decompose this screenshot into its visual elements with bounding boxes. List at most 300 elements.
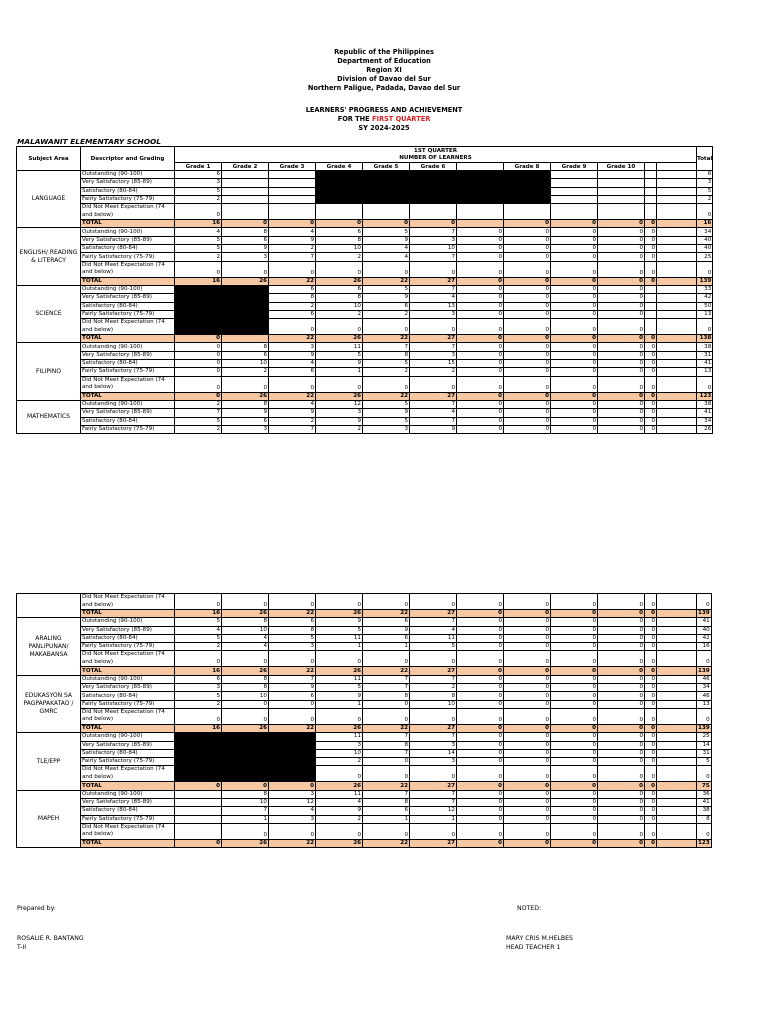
count-cell: 6 — [363, 618, 410, 626]
spacer-cell — [657, 741, 697, 749]
spacer-cell — [657, 643, 697, 651]
count-cell — [222, 319, 269, 335]
count-cell: 0 — [457, 368, 504, 376]
count-cell: 4 — [269, 228, 316, 236]
count-cell: 0 — [504, 409, 551, 417]
spacer-cell — [657, 335, 697, 343]
count-cell — [645, 310, 657, 318]
count-cell — [316, 195, 363, 203]
count-cell: 0 — [645, 335, 657, 343]
count-cell: 8 — [269, 294, 316, 302]
header-division: Division of Davao del Sur — [337, 75, 431, 83]
row-total-cell: 40 — [697, 626, 712, 634]
count-cell: 7 — [410, 790, 457, 798]
count-cell: 0 — [598, 261, 645, 277]
count-cell: 22 — [363, 667, 410, 675]
spacer-cell — [657, 667, 697, 675]
count-cell: 16 — [175, 667, 222, 675]
descriptor-label: Satisfactory (80-84) — [81, 634, 175, 642]
count-cell — [175, 302, 222, 310]
count-cell — [175, 285, 222, 293]
quarter-header: 1ST QUARTER — [175, 147, 697, 155]
count-cell: 6 — [269, 692, 316, 700]
count-cell — [269, 733, 316, 741]
count-cell: 0 — [316, 708, 363, 724]
count-cell: 0 — [598, 782, 645, 790]
count-cell: 5 — [316, 626, 363, 634]
count-cell: 22 — [269, 277, 316, 285]
count-cell: 0 — [504, 376, 551, 392]
grade-header: Grade 9 — [551, 163, 598, 171]
table-row — [17, 799, 712, 807]
count-cell: 5 — [363, 285, 410, 293]
count-cell: 0 — [598, 758, 645, 766]
count-cell: 0 — [645, 409, 657, 417]
count-cell: 0 — [645, 700, 657, 708]
count-cell: 12 — [410, 807, 457, 815]
count-cell: 9 — [222, 409, 269, 417]
count-cell: 0 — [645, 799, 657, 807]
count-cell: 0 — [457, 417, 504, 425]
row-total-cell: 13 — [697, 310, 713, 318]
descriptor-label: Very Satisfactory (85-89) — [81, 741, 175, 749]
descriptor-label: Very Satisfactory (85-89) — [81, 351, 175, 359]
count-cell: 1 — [222, 815, 269, 823]
count-cell: 2 — [222, 368, 269, 376]
count-cell: 0 — [504, 741, 551, 749]
total-row — [17, 839, 712, 847]
count-cell: 9 — [269, 351, 316, 359]
count-cell: 6 — [222, 417, 269, 425]
count-cell: 0 — [504, 675, 551, 683]
count-cell: 10 — [222, 360, 269, 368]
descriptor-label: Did Not Meet Expectation (74 and below) — [81, 823, 175, 839]
count-cell: 0 — [504, 236, 551, 244]
count-cell: 0 — [645, 675, 657, 683]
count-cell: 0 — [645, 643, 657, 651]
count-cell — [175, 319, 222, 335]
count-cell: 7 — [410, 733, 457, 741]
count-cell — [222, 187, 269, 195]
count-cell: 0 — [457, 684, 504, 692]
count-cell: 0 — [598, 360, 645, 368]
spacer-cell — [657, 799, 697, 807]
count-cell: 0 — [645, 277, 657, 285]
count-cell: 26 — [222, 277, 269, 285]
count-cell: 0 — [645, 741, 657, 749]
count-cell: 22 — [363, 724, 410, 732]
count-cell: 8 — [363, 741, 410, 749]
count-cell: 10 — [410, 700, 457, 708]
count-cell: 0 — [645, 733, 657, 741]
count-cell: 0 — [504, 684, 551, 692]
count-cell — [551, 204, 598, 220]
descriptor-label: Did Not Meet Expectation (74 and below) — [81, 261, 175, 277]
count-cell: 12 — [316, 400, 363, 408]
count-cell — [269, 195, 316, 203]
count-cell: 0 — [457, 643, 504, 651]
count-cell: 9 — [269, 409, 316, 417]
count-cell: 7 — [410, 675, 457, 683]
row-total-cell: 139 — [697, 277, 713, 285]
row-total-cell: 14 — [697, 741, 712, 749]
count-cell: 8 — [363, 799, 410, 807]
count-cell: 0 — [645, 236, 657, 244]
count-cell: 7 — [410, 618, 457, 626]
count-cell: 5 — [316, 684, 363, 692]
count-cell — [175, 823, 222, 839]
count-cell — [551, 179, 598, 187]
descriptor-label: Did Not Meet Expectation (74 and below) — [81, 651, 175, 667]
count-cell: 0 — [598, 277, 645, 285]
quarter-label: FIRST QUARTER — [372, 115, 431, 123]
count-cell: 0 — [363, 758, 410, 766]
count-cell: 0 — [504, 766, 551, 782]
count-cell: 26 — [316, 667, 363, 675]
count-cell: 0 — [269, 261, 316, 277]
count-cell — [175, 815, 222, 823]
count-cell: 5 — [175, 634, 222, 642]
descriptor-label: Very Satisfactory (85-89) — [81, 294, 175, 302]
count-cell: 6 — [363, 634, 410, 642]
count-cell: 0 — [316, 594, 363, 610]
count-cell: 0 — [504, 285, 551, 293]
count-cell — [457, 195, 504, 203]
count-cell: 0 — [598, 799, 645, 807]
count-cell: 0 — [457, 610, 504, 618]
count-cell — [504, 187, 551, 195]
descriptor-label: Fairly Satisfactory (75-79) — [81, 195, 175, 203]
count-cell — [316, 187, 363, 195]
count-cell: 0 — [645, 594, 657, 610]
count-cell: 6 — [269, 618, 316, 626]
table-row — [17, 749, 712, 757]
count-cell: 0 — [551, 749, 598, 757]
count-cell: 0 — [645, 782, 657, 790]
count-cell: 9 — [316, 360, 363, 368]
count-cell: 15 — [410, 360, 457, 368]
count-cell: 0 — [551, 839, 598, 847]
count-cell: 27 — [410, 839, 457, 847]
count-cell — [645, 294, 657, 302]
for-the-label: FOR THE — [337, 115, 370, 123]
count-cell: 7 — [410, 285, 457, 293]
noter-position: HEAD TEACHER 1 — [506, 944, 561, 951]
count-cell: 0 — [410, 823, 457, 839]
count-cell: 0 — [598, 708, 645, 724]
count-cell: 0 — [222, 594, 269, 610]
row-total-cell: 26 — [697, 425, 713, 433]
table-row — [17, 360, 713, 368]
header-region: Region XI — [366, 66, 402, 74]
count-cell: 0 — [363, 376, 410, 392]
count-cell — [175, 766, 222, 782]
row-total-cell: 5 — [697, 187, 713, 195]
count-cell: 0 — [645, 261, 657, 277]
count-cell: 2 — [316, 425, 363, 433]
row-total-cell: 0 — [697, 319, 713, 335]
spacer-cell — [657, 368, 697, 376]
table-row — [17, 228, 713, 236]
count-cell: 3 — [222, 253, 269, 261]
count-cell: 0 — [457, 782, 504, 790]
count-cell: 22 — [269, 724, 316, 732]
row-total-cell: 34 — [697, 684, 712, 692]
count-cell: 0 — [551, 335, 598, 343]
count-cell: 0 — [222, 261, 269, 277]
count-cell: 0 — [504, 815, 551, 823]
spacer-cell — [657, 228, 697, 236]
count-cell: 26 — [316, 610, 363, 618]
count-cell: 0 — [504, 220, 551, 228]
spacer-cell — [657, 610, 697, 618]
count-cell: 0 — [551, 823, 598, 839]
count-cell — [222, 294, 269, 302]
descriptor-label: Outstanding (90-100) — [81, 790, 175, 798]
count-cell — [222, 285, 269, 293]
count-cell: 0 — [175, 360, 222, 368]
table-row — [17, 376, 713, 392]
count-cell: 8 — [222, 228, 269, 236]
count-cell: 0 — [551, 651, 598, 667]
count-cell: 0 — [175, 839, 222, 847]
count-cell: 0 — [598, 302, 645, 310]
count-cell: 0 — [222, 708, 269, 724]
count-cell: 0 — [645, 400, 657, 408]
count-cell: 0 — [457, 741, 504, 749]
count-cell: 0 — [504, 343, 551, 351]
row-total-cell: 3 — [697, 179, 713, 187]
descriptor-label: Outstanding (90-100) — [81, 343, 175, 351]
count-cell: 0 — [645, 724, 657, 732]
count-cell: 7 — [410, 228, 457, 236]
count-cell: 9 — [410, 425, 457, 433]
table-row — [17, 708, 712, 724]
descriptor-label: Outstanding (90-100) — [81, 675, 175, 683]
count-cell: 0 — [457, 310, 504, 318]
row-total-cell: 8 — [697, 815, 712, 823]
count-cell — [457, 171, 504, 179]
count-cell: 0 — [598, 724, 645, 732]
count-cell: 0 — [645, 692, 657, 700]
total-row — [17, 277, 713, 285]
count-cell: 26 — [316, 392, 363, 400]
descriptor-label: Did Not Meet Expectation (74 and below) — [81, 708, 175, 724]
total-header: Total — [697, 147, 713, 171]
count-cell: 0 — [551, 594, 598, 610]
count-cell: 0 — [645, 610, 657, 618]
count-cell: 0 — [645, 758, 657, 766]
count-cell: 0 — [504, 351, 551, 359]
grade-header: Grade 10 — [598, 163, 645, 171]
grade-header: Grade 5 — [363, 163, 410, 171]
count-cell: 0 — [269, 220, 316, 228]
count-cell: 0 — [598, 667, 645, 675]
count-cell — [269, 204, 316, 220]
table-row — [17, 236, 713, 244]
spacer-cell — [657, 277, 697, 285]
count-cell: 0 — [457, 409, 504, 417]
count-cell: 8 — [222, 684, 269, 692]
count-cell: 5 — [175, 417, 222, 425]
row-total-cell: 38 — [697, 400, 713, 408]
count-cell: 0 — [551, 253, 598, 261]
count-cell: 0 — [551, 220, 598, 228]
count-cell: 0 — [269, 823, 316, 839]
row-total-cell: 42 — [697, 294, 713, 302]
count-cell: 2 — [363, 310, 410, 318]
descriptor-label: Did Not Meet Expectation (74 and below) — [81, 376, 175, 392]
count-cell: 0 — [598, 425, 645, 433]
count-cell: 7 — [269, 425, 316, 433]
count-cell: 0 — [504, 634, 551, 642]
count-cell — [645, 204, 657, 220]
count-cell — [316, 179, 363, 187]
count-cell — [410, 179, 457, 187]
count-cell: 0 — [645, 708, 657, 724]
count-cell — [175, 749, 222, 757]
count-cell: 0 — [457, 708, 504, 724]
descriptor-label: Very Satisfactory (85-89) — [81, 684, 175, 692]
count-cell: 0 — [316, 261, 363, 277]
count-cell: 8 — [222, 618, 269, 626]
count-cell: 0 — [598, 733, 645, 741]
total-row — [17, 667, 712, 675]
count-cell: 0 — [457, 651, 504, 667]
count-cell: 7 — [363, 675, 410, 683]
noter-name: MARY CRIS M.HELBES — [506, 935, 573, 942]
subject-cell — [17, 594, 81, 618]
count-cell: 2 — [410, 368, 457, 376]
count-cell: 6 — [222, 236, 269, 244]
count-cell: 5 — [175, 692, 222, 700]
descriptor-label: Outstanding (90-100) — [81, 618, 175, 626]
count-cell: 0 — [504, 758, 551, 766]
count-cell: 0 — [598, 376, 645, 392]
table-row — [17, 692, 712, 700]
count-cell — [175, 741, 222, 749]
count-cell: 0 — [551, 310, 598, 318]
count-cell — [175, 310, 222, 318]
count-cell — [222, 741, 269, 749]
spacer-cell — [657, 187, 697, 195]
count-cell: 22 — [363, 839, 410, 847]
count-cell: 0 — [363, 220, 410, 228]
count-cell: 0 — [175, 368, 222, 376]
count-cell: 9 — [363, 294, 410, 302]
count-cell: 0 — [598, 417, 645, 425]
spacer-cell — [657, 392, 697, 400]
descriptor-label: Satisfactory (80-84) — [81, 417, 175, 425]
count-cell: 6 — [175, 675, 222, 683]
count-cell: 9 — [363, 236, 410, 244]
count-cell: 0 — [222, 651, 269, 667]
count-cell: 0 — [504, 733, 551, 741]
subject-name: ENGLISH/ READING & LITERACY — [17, 228, 81, 285]
table-row — [17, 417, 713, 425]
count-cell: 0 — [598, 294, 645, 302]
row-total-cell: 31 — [697, 749, 712, 757]
count-cell: 2 — [175, 400, 222, 408]
count-cell — [175, 294, 222, 302]
spacer-cell — [657, 179, 697, 187]
table-row — [17, 179, 713, 187]
prepared-by-label: Prepared by: — [17, 905, 56, 912]
count-cell: 0 — [504, 310, 551, 318]
spacer-cell — [657, 815, 697, 823]
count-cell: 16 — [175, 220, 222, 228]
descriptor-label: Very Satisfactory (85-89) — [81, 626, 175, 634]
table-row — [17, 700, 712, 708]
count-cell — [363, 195, 410, 203]
count-cell: 26 — [316, 724, 363, 732]
count-cell — [222, 749, 269, 757]
achievement-table-page-1 — [16, 146, 713, 434]
count-cell — [175, 807, 222, 815]
count-cell: 7 — [175, 409, 222, 417]
table-row — [17, 675, 712, 683]
count-cell: 0 — [363, 261, 410, 277]
count-cell: 2 — [269, 417, 316, 425]
descriptor-label: Satisfactory (80-84) — [81, 245, 175, 253]
count-cell: 0 — [598, 253, 645, 261]
descriptor-label: Fairly Satisfactory (75-79) — [81, 253, 175, 261]
subject-name: TLE/EPP — [17, 733, 81, 790]
count-cell: 4 — [269, 400, 316, 408]
count-cell: 8 — [316, 294, 363, 302]
count-cell: 7 — [410, 343, 457, 351]
count-cell: 8 — [269, 626, 316, 634]
subject-name: LANGUAGE — [17, 171, 81, 228]
count-cell: 0 — [504, 749, 551, 757]
count-cell: 0 — [645, 360, 657, 368]
count-cell: 0 — [645, 749, 657, 757]
count-cell: 0 — [504, 277, 551, 285]
count-cell: 0 — [551, 360, 598, 368]
count-cell: 0 — [598, 643, 645, 651]
school-name: MALAWANIT ELEMENTARY SCHOOL — [17, 137, 161, 146]
spacer-cell — [657, 626, 697, 634]
count-cell: 0 — [598, 651, 645, 667]
count-cell: 0 — [410, 376, 457, 392]
header-address: Northern Paligue, Padada, Davao del Sur — [307, 84, 461, 92]
count-cell: 0 — [175, 343, 222, 351]
count-cell: 0 — [175, 335, 222, 343]
count-cell: 1 — [316, 700, 363, 708]
count-cell: 6 — [316, 228, 363, 236]
descriptor-label: Very Satisfactory (85-89) — [81, 409, 175, 417]
count-cell: 0 — [175, 651, 222, 667]
count-cell: 2 — [175, 195, 222, 203]
count-cell: 27 — [410, 724, 457, 732]
spacer-cell — [657, 749, 697, 757]
count-cell: 0 — [269, 594, 316, 610]
table-row — [17, 823, 712, 839]
count-cell: 7 — [410, 253, 457, 261]
row-total-cell: 40 — [697, 236, 713, 244]
count-cell: 27 — [410, 335, 457, 343]
preparer-position: T-II — [17, 944, 27, 951]
count-cell: 3 — [222, 425, 269, 433]
count-cell — [363, 204, 410, 220]
count-cell: 0 — [316, 823, 363, 839]
count-cell: 5 — [316, 351, 363, 359]
count-cell: 0 — [645, 351, 657, 359]
spacer-cell — [657, 700, 697, 708]
count-cell: 0 — [457, 594, 504, 610]
report-title: LEARNERS' PROGRESS AND ACHIEVEMENT — [305, 106, 463, 114]
count-cell: 8 — [410, 692, 457, 700]
